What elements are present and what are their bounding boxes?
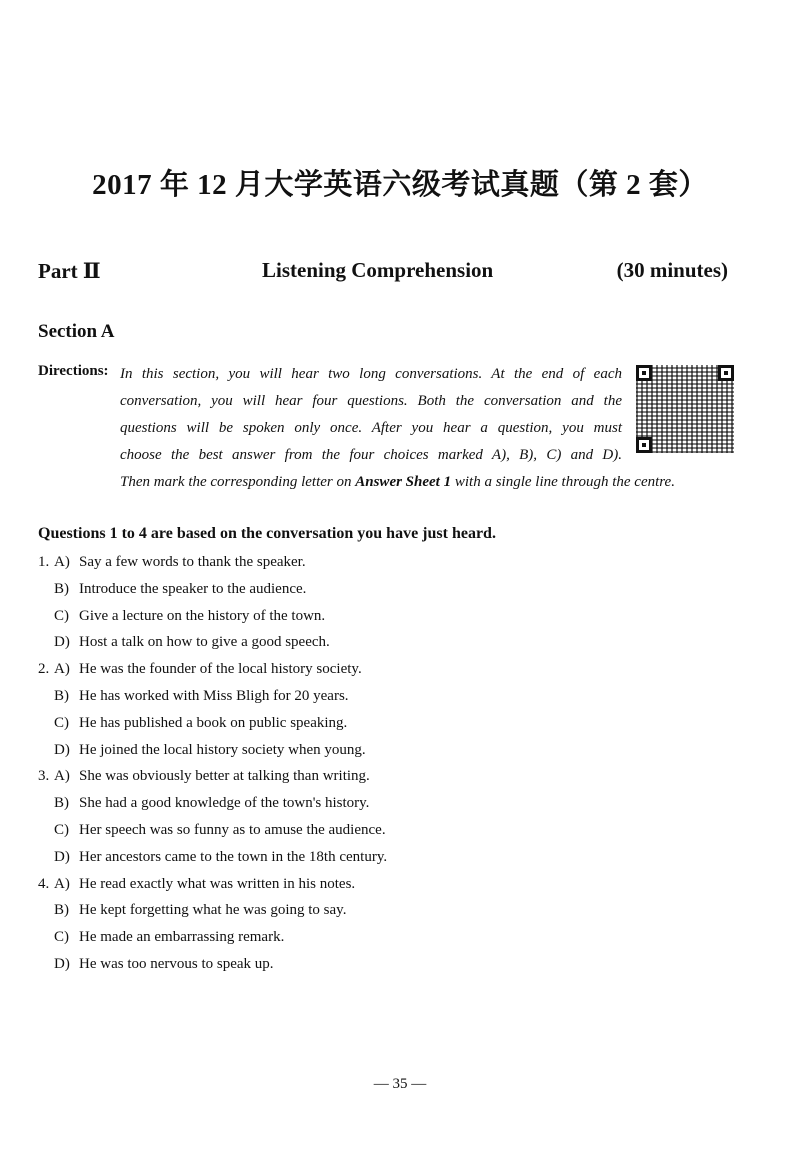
- option-label: D): [54, 634, 70, 651]
- directions-line-last: [120, 469, 728, 496]
- question-3-option-b: [38, 790, 738, 817]
- directions-label: Directions:: [38, 363, 109, 379]
- qr-code-icon: [636, 365, 734, 453]
- option-label: C): [54, 607, 69, 624]
- option-text: She was obviously better at talking than writing.: [79, 768, 370, 785]
- part-label: Part Ⅱ: [38, 259, 101, 283]
- option-text: He has worked with Miss Bligh for 20 years.: [79, 687, 349, 704]
- question-number: 2.: [38, 661, 50, 678]
- part-time: (30 minutes): [616, 258, 728, 282]
- question-1-option-c: [38, 603, 738, 630]
- question-4-option-a: [38, 871, 738, 898]
- directions-line: In this section, you will hear two long conversations. At the end of each: [120, 366, 622, 382]
- question-3-option-a: [38, 763, 738, 790]
- option-text: Say a few words to thank the speaker.: [79, 554, 306, 570]
- option-text: Her speech was so funny as to amuse the audience.: [79, 821, 386, 838]
- option-text: He made an embarrassing remark.: [79, 929, 285, 946]
- part-header: [38, 258, 728, 288]
- qr-finder-pattern: [636, 365, 652, 381]
- option-label: B): [54, 580, 69, 597]
- option-text: He was the founder of the local history society.: [79, 661, 362, 678]
- option-text: Her ancestors came to the town in the 18th century.: [79, 848, 388, 865]
- qr-finder-pattern: [718, 365, 734, 381]
- option-text: He has published a book on public speaking.: [79, 714, 348, 731]
- question-4-option-b: [38, 897, 738, 924]
- option-text: Introduce the speaker to the audience.: [79, 580, 307, 597]
- question-3-option-c: [38, 817, 738, 844]
- option-label: B): [54, 687, 69, 704]
- option-text: Give a lecture on the history of the town.: [79, 607, 326, 624]
- option-label: D): [54, 955, 70, 972]
- question-number: 3.: [38, 768, 50, 785]
- question-list: [38, 549, 738, 978]
- question-1-option-a: [38, 549, 738, 576]
- page-title: 2017 年 12 月大学英语六级考试真题（第 2 套）: [92, 169, 708, 201]
- option-label: C): [54, 929, 69, 946]
- option-label: D): [54, 741, 70, 758]
- directions-line: choose the best answer from the four choices marked A), B), C) and D).: [120, 447, 622, 463]
- section-heading: Section A: [38, 321, 115, 342]
- question-1-option-d: [38, 629, 738, 656]
- answer-sheet-label: Answer Sheet 1: [355, 474, 452, 490]
- directions-last-before: Then mark the corresponding letter on: [120, 474, 356, 490]
- directions-last-after: with a single line through the centre.: [451, 474, 675, 490]
- question-2-option-a: [38, 656, 738, 683]
- option-text: He kept forgetting what he was going to say.: [79, 902, 347, 919]
- question-2-option-b: [38, 683, 738, 710]
- option-label: C): [54, 821, 69, 838]
- directions-line: conversation, you will hear four questions. Both the conversation and the: [120, 393, 622, 409]
- question-4-option-c: [38, 924, 738, 951]
- option-label: B): [54, 902, 69, 919]
- option-label: B): [54, 795, 69, 812]
- option-label: A): [54, 661, 70, 678]
- question-3-option-d: [38, 844, 738, 871]
- option-label: C): [54, 714, 69, 731]
- questions-heading: Questions 1 to 4 are based on the conversation you have just heard.: [38, 525, 496, 542]
- option-text: She had a good knowledge of the town's history.: [79, 795, 370, 812]
- question-4-option-d: [38, 951, 738, 978]
- option-text: He joined the local history society when young.: [79, 741, 366, 758]
- question-number: 1.: [38, 554, 50, 570]
- option-label: A): [54, 768, 70, 785]
- question-number: 4.: [38, 875, 50, 892]
- qr-finder-pattern: [636, 437, 652, 453]
- page-number: — 35 —: [373, 1076, 427, 1092]
- question-1-option-b: [38, 576, 738, 603]
- question-2-option-d: [38, 737, 738, 764]
- part-name: Listening Comprehension: [262, 258, 494, 282]
- option-label: A): [54, 875, 70, 892]
- directions-line: questions will be spoken only once. After you hear a question, you must: [120, 420, 622, 436]
- option-label: D): [54, 848, 70, 865]
- option-text: He read exactly what was written in his notes.: [79, 875, 356, 892]
- option-text: Host a talk on how to give a good speech.: [79, 634, 330, 651]
- question-2-option-c: [38, 710, 738, 737]
- option-text: He was too nervous to speak up.: [79, 955, 274, 972]
- option-label: A): [54, 554, 70, 570]
